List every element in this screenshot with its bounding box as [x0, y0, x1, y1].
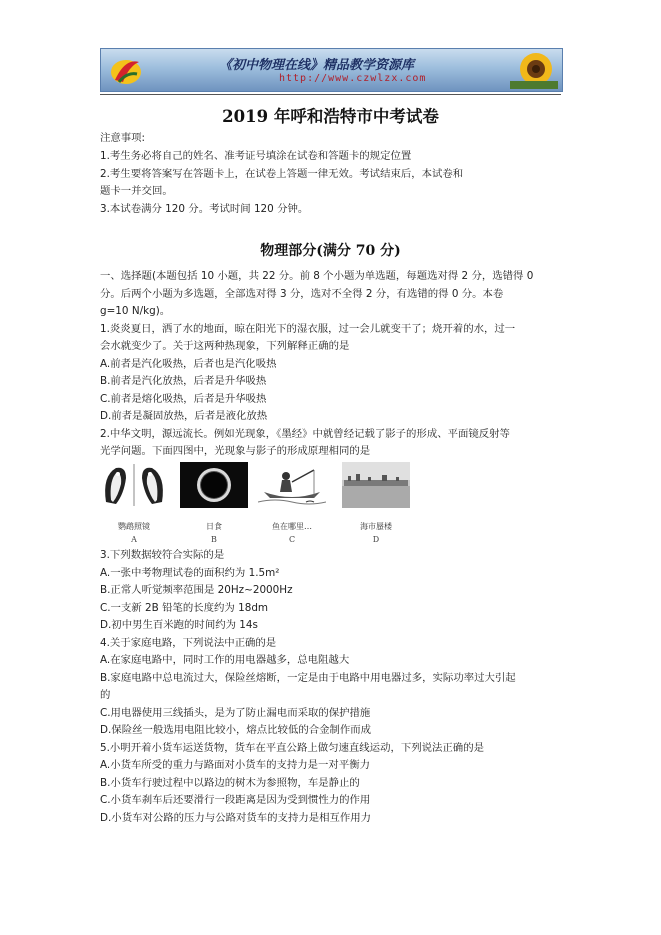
figure-caption: 鹦鹉照镜	[118, 522, 150, 531]
option-line: B.正常人听觉频率范围是 20Hz~2000Hz	[100, 584, 293, 596]
option-line: B.前者是汽化放热，后者是升华吸热	[100, 375, 267, 387]
figure-caption: 海市蜃楼	[360, 522, 392, 531]
figure-caption: 日食	[206, 522, 222, 531]
option-line: A.前者是汽化吸热，后者也是汽化吸热	[100, 358, 277, 370]
header-banner	[100, 48, 563, 92]
question-line: 光学问题。下面四图中，光现象与影子的形成原理相同的是	[100, 445, 371, 457]
figure-c	[258, 462, 326, 544]
figure-letter: A	[131, 535, 137, 544]
figure-a	[100, 462, 168, 544]
option-line: D.保险丝一般选用电阻比较小，熔点比较低的合金制作而成	[100, 724, 372, 736]
figure-caption: 鱼在哪里…	[272, 522, 312, 531]
solar-eclipse-image	[180, 462, 248, 508]
option-line: C.前者是熔化吸热，后者是升华吸热	[100, 393, 267, 405]
note-line: 2.考生要将答案写在答题卡上，在试卷上答题一律无效。考试结束后，本试卷和	[100, 168, 464, 180]
figure-row	[100, 462, 420, 546]
option-line: D.前者是凝固放热，后者是液化放热	[100, 410, 268, 422]
section-title: 物理部分(满分 70 分)	[260, 243, 401, 259]
note-line: 3.本试卷满分 120 分。考试时间 120 分钟。	[100, 203, 309, 215]
option-line: A.小货车所受的重力与路面对小货车的支持力是一对平衡力	[100, 759, 370, 771]
notes-heading: 注意事项:	[100, 132, 146, 144]
banner-divider	[100, 94, 561, 95]
option-line: A.一张中考物理试卷的面积约为 1.5m²	[100, 567, 280, 579]
figure-letter: C	[288, 535, 296, 544]
question-line: 3.下列数据较符合实际的是	[100, 549, 225, 561]
text-line: 分。后两个小题为多选题，全部选对得 3 分，选对不全得 2 分，有选错的得 0 分。本卷	[100, 288, 504, 300]
site-logo-icon	[109, 54, 143, 86]
option-line: C.一支新 2B 铅笔的长度约为 18dm	[100, 602, 269, 614]
parrot-mirror-image	[100, 462, 168, 508]
note-line: 题卡一并交回。	[100, 185, 173, 197]
mirage-image	[342, 462, 410, 508]
figure-b	[180, 462, 248, 544]
question-line: 4.关于家庭电路，下列说法中正确的是	[100, 637, 277, 649]
question-line: 1.炎炎夏日，洒了水的地面，晾在阳光下的湿衣服，过一会儿就变干了；烧开着的水，过一	[100, 323, 516, 335]
option-line: C.小货车刹车后还要滑行一段距离是因为受到惯性力的作用	[100, 794, 371, 806]
text-line: g=10 N/kg)。	[100, 305, 171, 317]
sunflower-icon	[510, 51, 558, 89]
option-line: C.用电器使用三线插头，是为了防止漏电而采取的保护措施	[100, 707, 371, 719]
figure-d	[342, 462, 410, 544]
option-line: D.初中男生百米跑的时间约为 14s	[100, 619, 258, 631]
option-line: B.家庭电路中总电流过大，保险丝熔断，一定是由于电路中用电器过多，实际功率过大引起	[100, 672, 516, 684]
fishing-boat-image	[258, 462, 326, 508]
text-line: 一、选择题(本题包括 10 小题，共 22 分。前 8 个小题为单选题，每题选对得 2 分，选错得 0	[100, 270, 534, 282]
option-line: D.小货车对公路的压力与公路对货车的支持力是相互作用力	[100, 812, 372, 824]
option-line: 的	[100, 689, 111, 701]
question-line: 会水就变少了。关于这两种热现象，下列解释正确的是	[100, 340, 350, 352]
figure-letter: D	[372, 535, 380, 544]
page-title: 2019 年呼和浩特市中考试卷	[222, 107, 439, 126]
question-line: 2.中华文明，源远流长。例如光现象，《墨经》中就曾经记载了影子的形成、平面镜反射等	[100, 428, 510, 440]
banner-url: http://www.czwlzx.com	[279, 73, 427, 84]
banner-title: 《初中物理在线》精品教学资源库	[219, 58, 415, 73]
option-line: A.在家庭电路中，同时工作的用电器越多，总电阻越大	[100, 654, 350, 666]
question-line: 5.小明开着小货车运送货物，货车在平直公路上做匀速直线运动，下列说法正确的是	[100, 742, 484, 754]
figure-letter: B	[211, 535, 217, 544]
note-line: 1.考生务必将自己的姓名、准考证号填涂在试卷和答题卡的规定位置	[100, 150, 412, 162]
option-line: B.小货车行驶过程中以路边的树木为参照物，车是静止的	[100, 777, 360, 789]
